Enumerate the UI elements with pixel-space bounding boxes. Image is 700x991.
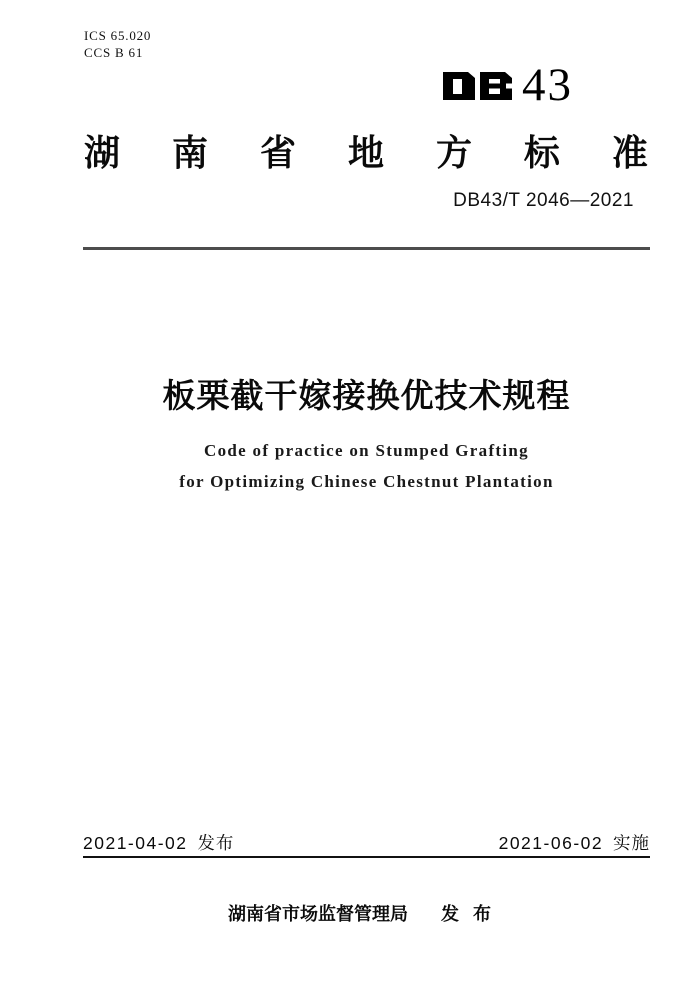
document-title-cn: 板栗截干嫁接换优技术规程 bbox=[162, 377, 571, 414]
db-logo-region-code: 43 bbox=[522, 59, 573, 111]
db43-logo bbox=[442, 59, 573, 111]
standard-number: DB43/T 2046—2021 bbox=[453, 190, 634, 211]
standard-type-char: 标 bbox=[523, 132, 560, 173]
standard-type-heading bbox=[84, 134, 648, 172]
dates-row bbox=[83, 833, 650, 853]
standard-type-char: 湖 bbox=[84, 132, 121, 173]
standard-type-char: 地 bbox=[347, 132, 384, 173]
standard-type-char: 省 bbox=[259, 132, 296, 173]
publisher-row bbox=[83, 904, 650, 925]
document-title-en-line1: Code of practice on Stumped Grafting bbox=[204, 441, 529, 460]
classification-codes bbox=[84, 27, 151, 61]
issue-date: 2021-04-02 bbox=[83, 833, 188, 853]
standard-type-char: 方 bbox=[435, 132, 472, 173]
implement-date-block bbox=[499, 833, 650, 853]
db-logo-glyphs bbox=[442, 71, 513, 101]
footer-divider-rule bbox=[83, 856, 650, 858]
issue-date-label: 发布 bbox=[197, 833, 235, 853]
publish-label: 发布 bbox=[441, 904, 505, 924]
implement-date-label: 实施 bbox=[613, 833, 650, 853]
implement-date: 2021-06-02 bbox=[498, 833, 604, 853]
header-divider-rule bbox=[83, 247, 650, 250]
ics-code: ICS 65.020 bbox=[84, 28, 152, 43]
issue-date-block bbox=[83, 833, 234, 853]
publisher-name: 湖南省市场监督管理局 bbox=[228, 904, 408, 924]
db-logo-letter-d-icon bbox=[442, 71, 476, 101]
db-logo-letter-b-icon bbox=[479, 71, 513, 101]
standard-type-char: 准 bbox=[611, 132, 648, 173]
ccs-code: CCS B 61 bbox=[84, 45, 144, 60]
document-title-en-line2: for Optimizing Chinese Chestnut Plantation bbox=[179, 472, 554, 491]
standard-type-char: 南 bbox=[171, 132, 208, 173]
